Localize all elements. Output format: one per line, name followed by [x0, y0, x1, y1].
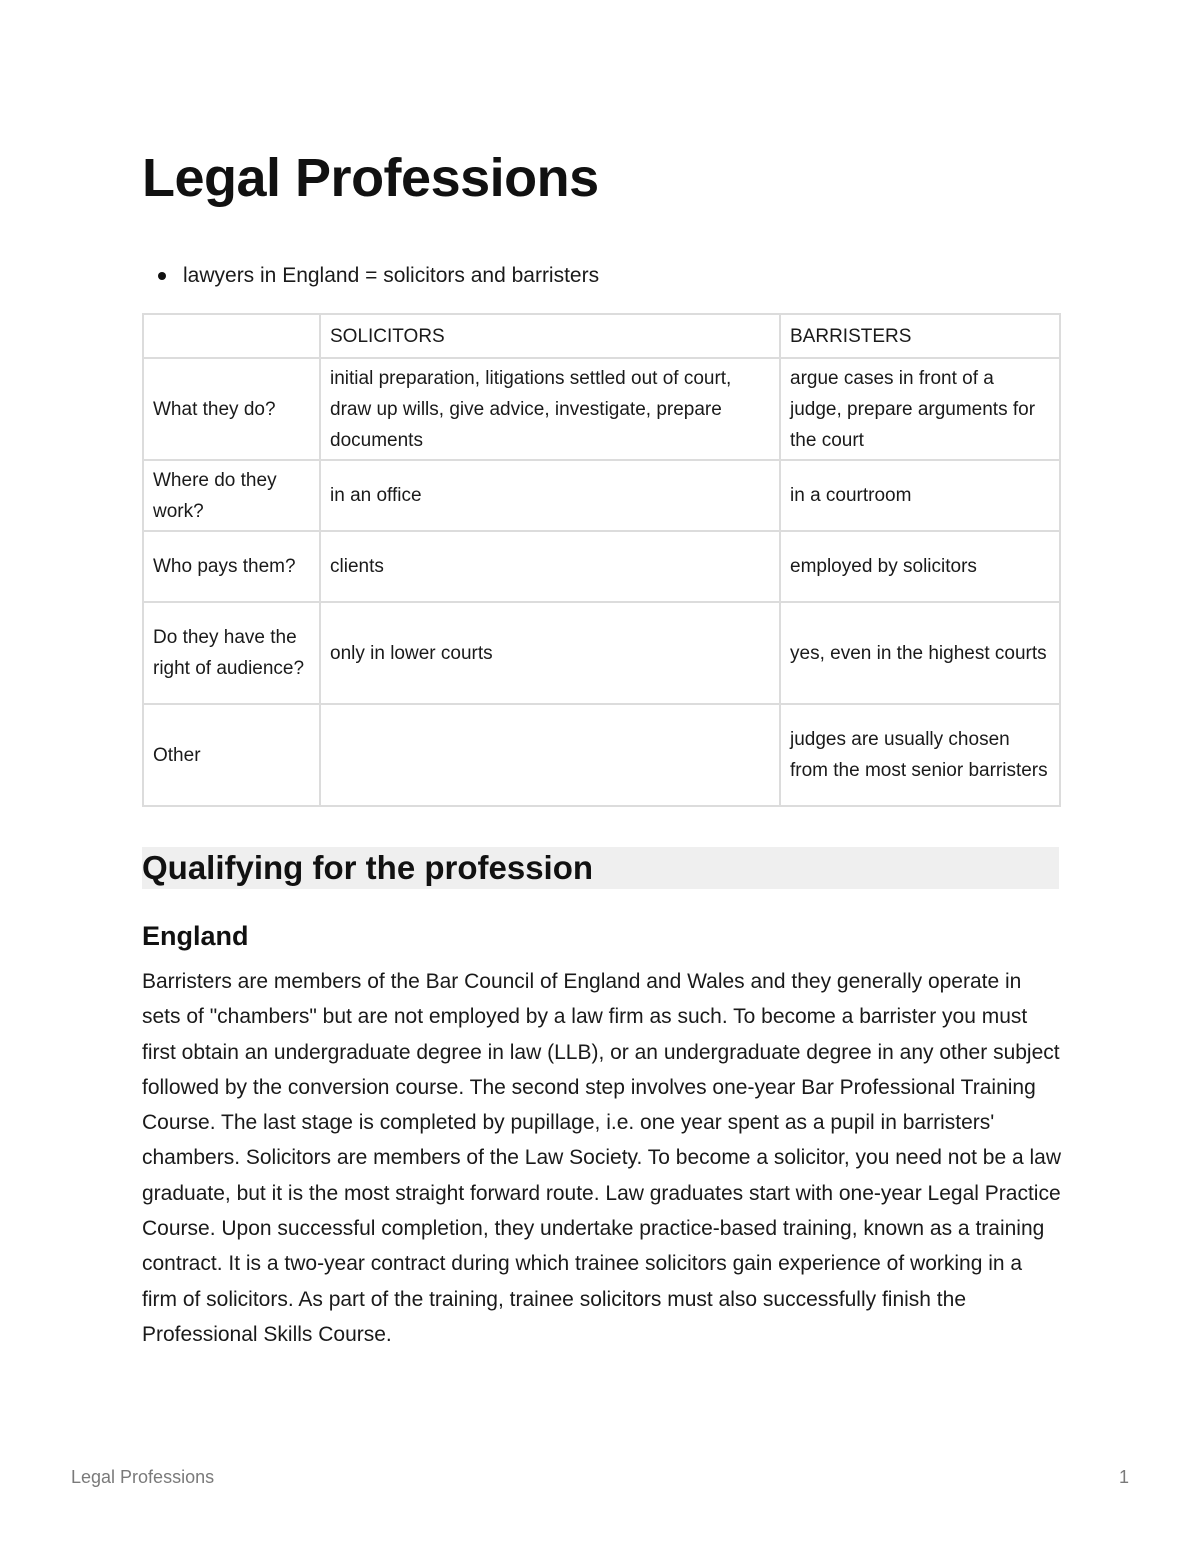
table-cell-barristers: argue cases in front of a judge, prepare arguments for the court [780, 358, 1060, 460]
table-cell-barristers: judges are usually chosen from the most senior barristers [780, 704, 1060, 806]
table-cell-barristers: in a courtroom [780, 460, 1060, 531]
table-cell-solicitors: clients [320, 531, 780, 602]
list-item-text: lawyers in England = solicitors and barristers [183, 264, 600, 287]
table-header-cell: SOLICITORS [320, 314, 780, 358]
bullet-icon [158, 272, 166, 280]
table-cell-solicitors: initial preparation, litigations settled out of court, draw up wills, give advice, investigate, prepare documents [320, 358, 780, 460]
table-cell-solicitors [320, 704, 780, 806]
table-cell-question: Do they have the right of audience? [143, 602, 320, 704]
table-row [143, 602, 1060, 704]
table-header-cell: BARRISTERS [780, 314, 1060, 358]
subsection-heading: England [142, 921, 249, 951]
list-item [142, 258, 599, 294]
page-title: Legal Professions [142, 148, 599, 208]
section-heading: Qualifying for the profession [142, 847, 1059, 889]
body-paragraph: Barristers are members of the Bar Council of England and Wales and they generally operate in sets of "chambers" but are not employed by a law firm as such. To become a barrister you must first obtain an undergraduate degree in law (LLB), or an undergraduate degree in any other subject followed by the conversion course. The second step involves one-year Bar Professional Training Course. The last stage is completed by pupillage, i.e. one year spent as a pupil in barristers' chambers. Solicitors are members of the Law Society. To become a solicitor, you need not be a law graduate, but it is the most straight forward route. Law graduates start with one-year Legal Practice Course. Upon successful completion, they undertake practice-based training, known as a training contract. It is a two-year contract during which trainee solicitors gain experience of working in a firm of solicitors. As part of the training, trainee solicitors must also successfully finish the Professional Skills Course. [142, 970, 1062, 1346]
table-cell-question: Other [143, 704, 320, 806]
table-cell-question: What they do? [143, 358, 320, 460]
footer-title: Legal Professions [71, 1467, 215, 1487]
table-header-cell [143, 314, 320, 358]
table-cell-question: Who pays them? [143, 531, 320, 602]
table-cell-barristers: employed by solicitors [780, 531, 1060, 602]
page-number: 1 [1118, 1467, 1129, 1487]
bullet-list [142, 258, 599, 294]
table-cell-solicitors: in an office [320, 460, 780, 531]
table-cell-question: Where do they work? [143, 460, 320, 531]
table-cell-barristers: yes, even in the highest courts [780, 602, 1060, 704]
table-header-row [143, 314, 1060, 358]
table-row [143, 460, 1060, 531]
table-row [143, 358, 1060, 460]
table-row [143, 531, 1060, 602]
table-row [143, 704, 1060, 806]
table-cell-solicitors: only in lower courts [320, 602, 780, 704]
comparison-table [142, 313, 1061, 807]
